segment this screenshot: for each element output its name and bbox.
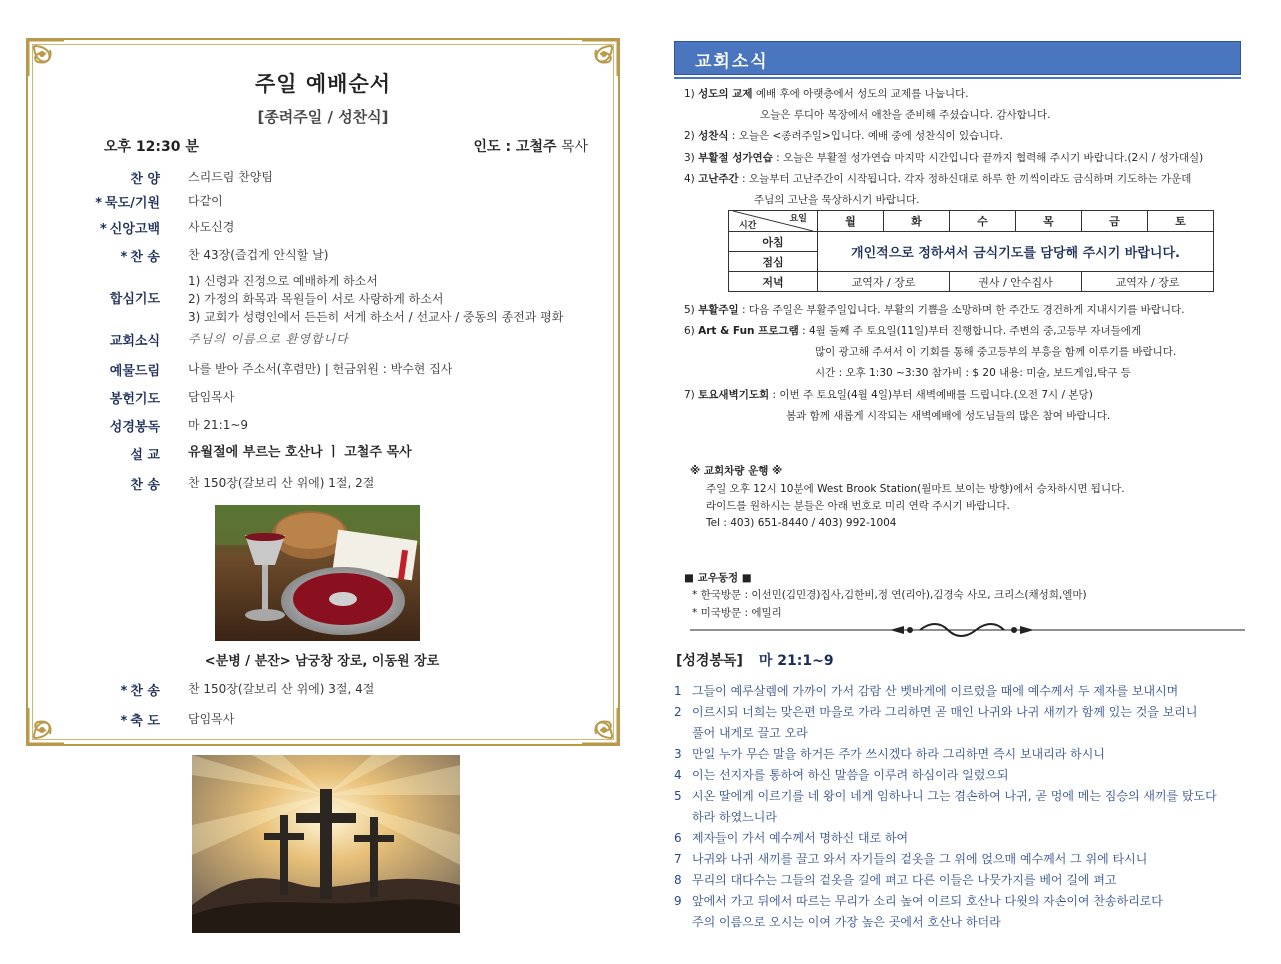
verse-line bbox=[674, 892, 1163, 909]
verse-number: 5 bbox=[674, 789, 682, 803]
news-number: 1) bbox=[684, 88, 695, 100]
corner-day-label: 요일 bbox=[789, 214, 807, 224]
star-mark: * bbox=[120, 684, 128, 699]
order-item-value: 찬 150장(갈보리 산 위에) 1절, 2절 bbox=[188, 476, 375, 490]
verse-text: 제자들이 가서 예수께서 명하신 대로 하여 bbox=[692, 831, 909, 845]
news-heading: 성도의 교제 bbox=[698, 88, 753, 100]
verse-text: 풀어 내게로 끌고 오라 bbox=[692, 726, 808, 740]
vehicle-line: 라이드를 원하시는 분들은 아래 번호로 미리 연락 주시기 바랍니다. bbox=[706, 500, 1010, 512]
order-item-value: 찬 43장(즐겁게 안식할 날) bbox=[188, 248, 329, 262]
news-text: 봄과 함께 새롭게 시작되는 새벽예배에 성도님들의 많은 참여 바랍니다. bbox=[786, 410, 1111, 422]
news-number: 6) bbox=[684, 325, 695, 337]
verse-line bbox=[674, 724, 808, 741]
prayer-line: 2) 가정의 화목과 목원들이 서로 사랑하게 하소서 bbox=[188, 292, 444, 306]
day-header: 금 bbox=[1082, 211, 1148, 232]
church-news-title: 교회소식 bbox=[695, 52, 769, 72]
evening-assignment: 교역자 / 장로 bbox=[818, 272, 950, 292]
news-text: 많이 광고해 주셔서 이 기회를 통해 중고등부의 부흥을 함께 이루기를 바랍니다. bbox=[815, 346, 1177, 358]
news-line bbox=[684, 172, 1191, 186]
news-number: 5) bbox=[684, 304, 695, 316]
news-number: 4) bbox=[684, 173, 695, 185]
leader-label: 인도 : 고철주 bbox=[473, 139, 557, 155]
order-item bbox=[88, 360, 608, 379]
news-number: 2) bbox=[684, 130, 695, 142]
star-mark: * bbox=[99, 222, 107, 237]
verse-text: 앞에서 가고 뒤에서 따르는 무리가 소리 높여 이르되 호산나 다윗의 자손이여 찬송하리로다 bbox=[692, 894, 1163, 908]
news-line bbox=[754, 193, 920, 207]
communion-image bbox=[215, 505, 420, 641]
news-text: 주님의 고난을 묵상하시기 바랍니다. bbox=[754, 194, 920, 206]
news-number: 3) bbox=[684, 152, 695, 164]
news-text: : 오늘은 부활절 성가연습 마지막 시간입니다 끝까지 협력해 주시기 바랍니다.(2시 / 성가대실) bbox=[772, 152, 1204, 164]
verse-number: 6 bbox=[674, 831, 682, 845]
members-title: ■ 교우동정 ■ bbox=[684, 572, 752, 584]
star-mark: * bbox=[95, 196, 103, 211]
order-item-label: 합심기도 bbox=[109, 292, 160, 307]
evening-assignment: 교역자 / 장로 bbox=[1082, 272, 1214, 292]
verse-number: 7 bbox=[674, 852, 682, 866]
news-text: : 오늘부터 고난주간이 시작됩니다. 각자 정하신대로 하루 한 끼씩이라도 금식하며 기도하는 가운데 bbox=[738, 173, 1192, 185]
order-item-value: 사도신경 bbox=[188, 220, 235, 234]
news-line bbox=[760, 108, 1050, 122]
verse-text: 나귀와 나귀 새끼를 끌고 와서 자기들의 겉옷을 그 위에 얹으매 예수께서 그 위에 타시니 bbox=[692, 852, 1148, 866]
order-item-value: 주님의 이름으로 환영합니다 bbox=[188, 332, 349, 346]
vehicle-line: 주일 오후 12시 10분에 West Brook Station(월마트 보이는 방향)에서 승차하시면 됩니다. bbox=[706, 483, 1125, 495]
day-header: 토 bbox=[1148, 211, 1214, 232]
verse-text: 무리의 대다수는 그들의 겉옷을 길에 펴고 다른 이들은 나뭇가지를 베어 길에 펴고 bbox=[692, 873, 1117, 887]
order-item-label: 찬 송 bbox=[130, 478, 160, 493]
order-item-label: 묵도/기원 bbox=[105, 196, 160, 211]
ornament-corner-icon bbox=[24, 678, 94, 748]
verse-line bbox=[674, 808, 777, 825]
star-mark: * bbox=[120, 250, 128, 265]
members-line: * 미국방문 : 에밀리 bbox=[692, 607, 782, 619]
scripture-ref: 마 21:1~9 bbox=[758, 653, 834, 669]
verse-text: 이르시되 너희는 맞은편 마을로 가라 그리하면 곧 매인 나귀와 나귀 새끼가 함께 있는 것을 보리니 bbox=[692, 705, 1198, 719]
verse-line bbox=[674, 913, 1001, 930]
order-item-value: 스리드림 찬양팀 bbox=[188, 170, 273, 184]
verse-number: 3 bbox=[674, 747, 682, 761]
news-number: 7) bbox=[684, 389, 695, 401]
corner-time-label: 시간 bbox=[739, 221, 757, 231]
order-item-label: 신앙고백 bbox=[109, 222, 160, 237]
evening-assignment: 권사 / 안수집사 bbox=[950, 272, 1082, 292]
verse-number: 9 bbox=[674, 894, 682, 908]
order-item bbox=[88, 416, 608, 435]
service-leader bbox=[474, 136, 588, 156]
leader-position: 목사 bbox=[556, 139, 588, 155]
order-item-value: 유월절에 부르는 호산나 ㅣ 고철주 목사 bbox=[188, 445, 412, 460]
order-item-label: 교회소식 bbox=[109, 334, 160, 349]
order-item bbox=[88, 388, 608, 407]
order-item bbox=[88, 330, 608, 349]
order-item-value: 마 21:1~9 bbox=[188, 418, 249, 432]
news-text: 예배 후에 아랫층에서 성도의 교제를 나눕니다. bbox=[752, 88, 969, 100]
prayer-line: 3) 교회가 성령인에서 든든히 서게 하소서 / 선교사 / 중동의 종전과 평화 bbox=[188, 310, 564, 324]
order-item-value: 담임목사 bbox=[188, 390, 235, 404]
order-item bbox=[88, 680, 608, 699]
communion-caption: <분병 / 분잔> 남궁창 장로, 이동원 장로 bbox=[204, 654, 440, 669]
verse-line bbox=[674, 703, 1198, 720]
news-line bbox=[815, 345, 1176, 359]
verse-number: 4 bbox=[674, 768, 682, 782]
verse-line bbox=[674, 850, 1147, 867]
order-item-sermon bbox=[88, 444, 608, 463]
news-line bbox=[684, 129, 1003, 143]
news-text: 오늘은 루디아 목장에서 애찬을 준비해 주셨습니다. 감사합니다. bbox=[760, 109, 1051, 121]
news-line bbox=[684, 303, 1185, 317]
order-item-label: 봉헌기도 bbox=[109, 392, 160, 407]
verse-number: 2 bbox=[674, 705, 682, 719]
order-item bbox=[88, 246, 608, 265]
order-item-label: 성경봉독 bbox=[109, 420, 160, 435]
verse-line bbox=[674, 766, 1009, 783]
vehicle-line: Tel : 403) 651-8440 / 403) 992-1004 bbox=[706, 517, 897, 529]
verse-line bbox=[674, 745, 1105, 762]
verse-text: 시온 딸에게 이르기를 네 왕이 네게 임하나니 그는 겸손하여 나귀, 곧 멍에 메는 짐승의 새끼를 탔도다 bbox=[692, 789, 1217, 803]
order-item bbox=[88, 168, 608, 187]
time-row-label: 점심 bbox=[729, 252, 818, 272]
verse-line bbox=[674, 787, 1217, 804]
news-heading: 부활절 성가연습 bbox=[698, 152, 773, 164]
order-item-value: 찬 150장(갈보리 산 위에) 3절, 4절 bbox=[188, 682, 375, 696]
star-mark: * bbox=[120, 714, 128, 729]
order-item-prayer bbox=[88, 272, 608, 326]
order-item bbox=[88, 218, 608, 237]
news-heading: 토요새벽기도회 bbox=[698, 389, 770, 401]
order-item-value: 다같이 bbox=[188, 194, 223, 208]
order-item bbox=[88, 474, 608, 493]
order-item-label: 찬 양 bbox=[130, 172, 160, 187]
service-time: 오후 12:30 분 bbox=[104, 139, 199, 155]
time-row-label: 저녁 bbox=[729, 272, 818, 292]
day-header: 목 bbox=[1016, 211, 1082, 232]
order-item-label: 예물드림 bbox=[109, 364, 160, 379]
day-header: 화 bbox=[884, 211, 950, 232]
verse-text: 주의 이름으로 오시는 이여 가장 높은 곳에서 호산나 하더라 bbox=[692, 915, 1001, 929]
news-heading: 성찬식 bbox=[698, 130, 729, 142]
verse-text: 하라 하였느니라 bbox=[692, 810, 777, 824]
scripture-reading-header bbox=[676, 650, 834, 670]
order-item-label: 축 도 bbox=[130, 714, 160, 729]
vehicle-title: ※ 교회차량 운행 ※ bbox=[690, 465, 783, 477]
news-text: : 다음 주일은 부활주일입니다. 부활의 기쁨을 소망하며 한 주간도 경건하게 지내시기를 바랍니다. bbox=[738, 304, 1185, 316]
table-corner-cell bbox=[729, 211, 818, 232]
day-header: 수 bbox=[950, 211, 1016, 232]
order-item bbox=[88, 710, 608, 729]
verse-number: 8 bbox=[674, 873, 682, 887]
day-header: 월 bbox=[818, 211, 884, 232]
news-line bbox=[684, 151, 1203, 165]
verse-text: 그들이 예루살렘에 가까이 가서 감람 산 벳바게에 이르렀을 때에 예수께서 두 제자를 보내시며 bbox=[692, 684, 1179, 698]
news-text: : 오늘은 <종려주일>입니다. 예배 중에 성찬식이 있습니다. bbox=[728, 130, 1003, 142]
order-item-value: 담임목사 bbox=[188, 712, 235, 726]
ornament-divider-icon bbox=[690, 620, 1245, 640]
scripture-title: [성경봉독] bbox=[676, 653, 743, 669]
verse-number: 1 bbox=[674, 684, 682, 698]
news-line bbox=[684, 388, 1093, 402]
news-line bbox=[684, 87, 969, 101]
order-item-label: 설 교 bbox=[130, 448, 160, 463]
fasting-prayer-table bbox=[728, 210, 1214, 292]
news-line bbox=[786, 409, 1110, 423]
news-text: 시간 : 오후 1:30 ~3:30 참가비 : $ 20 내용: 미술, 보드게임,탁구 등 bbox=[815, 367, 1131, 379]
members-line: * 한국방문 : 이선민(김민경)집사,김한비,정 연(리아),김경숙 사모, 크리스(채성희,엘마) bbox=[692, 589, 1087, 601]
verse-line bbox=[674, 829, 908, 846]
order-item-label: 찬 송 bbox=[130, 250, 160, 265]
order-item-value: 나를 받아 주소서(후렴만) | 헌금위원 : 박수현 집사 bbox=[188, 362, 453, 376]
three-crosses-image bbox=[192, 755, 460, 933]
news-heading: 고난주간 bbox=[698, 173, 739, 185]
order-item-label: 찬 송 bbox=[130, 684, 160, 699]
news-text: : 이번 주 토요일(4월 4일)부터 새벽예배를 드립니다.(오전 7시 / 본당) bbox=[769, 389, 1093, 401]
news-line bbox=[684, 324, 1141, 338]
order-item bbox=[88, 192, 608, 211]
prayer-line: 1) 신령과 진정으로 예배하게 하소서 bbox=[188, 274, 378, 288]
news-heading: Art & Fun 프로그램 bbox=[698, 325, 799, 337]
news-text: : 4월 둘째 주 토요일(11일)부터 진행합니다. 주변의 중,고등부 자녀들에게 bbox=[798, 325, 1142, 337]
news-line bbox=[815, 366, 1131, 380]
verse-line bbox=[674, 682, 1178, 699]
verse-text: 만일 누가 무슨 말을 하거든 주가 쓰시겠다 하라 그리하면 즉시 보내리라 하시니 bbox=[692, 747, 1105, 761]
worship-order-title: 주일 예배순서 bbox=[254, 72, 392, 96]
church-news-header bbox=[674, 41, 1241, 75]
time-row-label: 아침 bbox=[729, 232, 818, 252]
news-heading: 부활주일 bbox=[698, 304, 739, 316]
fasting-message: 개인적으로 정하셔서 금식기도를 담당해 주시기 바랍니다. bbox=[818, 232, 1214, 272]
verse-line bbox=[674, 871, 1117, 888]
verse-text: 이는 선지자를 통하여 하신 말씀을 이루려 하심이라 일렀으되 bbox=[692, 768, 1009, 782]
worship-order-subtitle: [종려주일 / 성찬식] bbox=[257, 108, 389, 126]
